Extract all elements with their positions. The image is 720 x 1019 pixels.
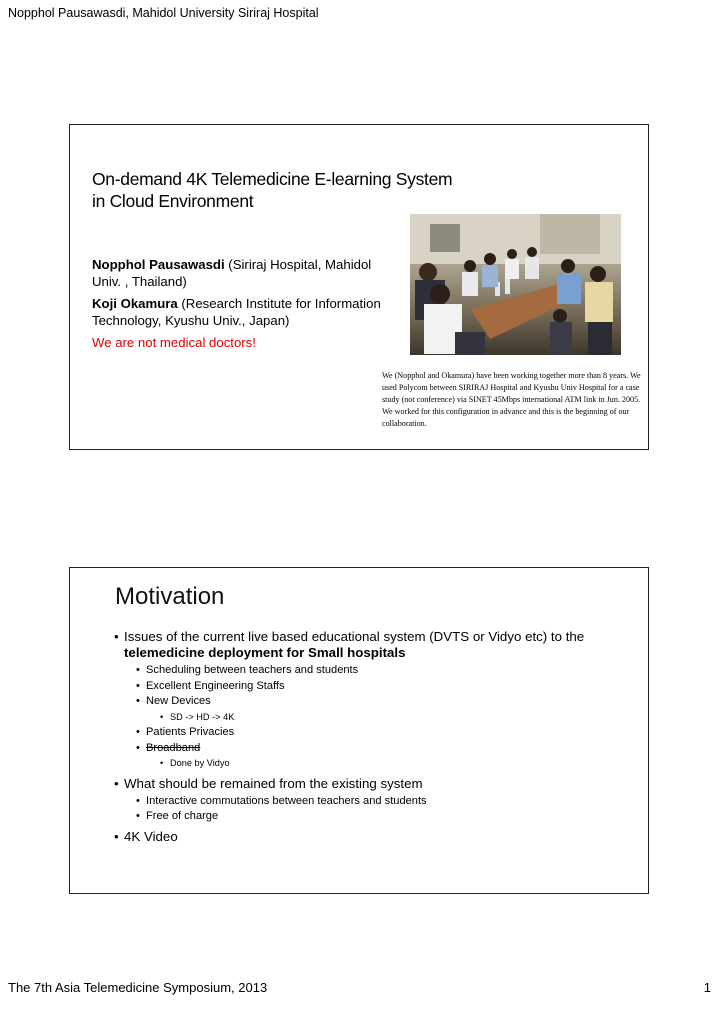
list-item-text: New Devices bbox=[146, 695, 211, 707]
author-1-name: Nopphol Pausawasdi bbox=[92, 257, 225, 272]
bullet-4k bbox=[114, 829, 639, 845]
bullet-marker: • bbox=[114, 629, 119, 644]
bullet-issues bbox=[114, 629, 639, 661]
list-item bbox=[114, 679, 639, 695]
bullet-text: What should be remained from the existing system bbox=[124, 775, 423, 791]
list-item-text: Interactive commutations between teachers and students bbox=[146, 794, 427, 807]
photo-caption: We (Nopphol and Okamura) have been working together more than 8 years. We used Polycom between SIRIRAJ Hospital and Kyushu Univ Hospital for a case study (not conference) via SINET 45Mbps international ATM link in Jun. 2005. We worked for this configuration in advance and this is the beginning of our collaboration. bbox=[382, 371, 641, 428]
title-line-1: On-demand 4K Telemedicine E-learning System bbox=[92, 169, 453, 189]
list-item bbox=[114, 756, 639, 772]
page-number: 1 bbox=[703, 980, 711, 995]
bullet-marker: • bbox=[114, 775, 119, 791]
author-block bbox=[92, 256, 392, 356]
list-item bbox=[114, 663, 639, 679]
list-item bbox=[114, 794, 639, 810]
list-item-text: Broadband bbox=[146, 741, 201, 754]
disclaimer-text: We are not medical doctors! bbox=[92, 335, 256, 350]
list-item bbox=[114, 809, 639, 825]
bullet-text: 4K Video bbox=[124, 828, 178, 844]
bullet-marker: • bbox=[136, 794, 140, 807]
title-line-2: in Cloud Environment bbox=[92, 191, 254, 211]
meeting-photo bbox=[410, 214, 621, 355]
list-item-text: Patients Privacies bbox=[146, 726, 235, 738]
page-header: Nopphol Pausawasdi, Mahidol University Siriraj Hospital bbox=[8, 6, 319, 20]
bullet-marker: • bbox=[136, 741, 140, 754]
list-item bbox=[114, 725, 639, 741]
list-item-text: Scheduling between teachers and students bbox=[146, 664, 359, 676]
slide-title-page bbox=[69, 124, 649, 450]
list-item-struck bbox=[114, 741, 639, 757]
list-item-text: Excellent Engineering Staffs bbox=[146, 679, 285, 692]
list-item bbox=[114, 694, 639, 710]
author-2 bbox=[92, 295, 392, 329]
list-item-text: SD -> HD -> 4K bbox=[170, 711, 235, 722]
bullet-text: Issues of the current live based educational system (DVTS or Vidyo etc) to the bbox=[124, 629, 585, 644]
slide-title: Motivation bbox=[115, 583, 225, 610]
bullet-marker: • bbox=[114, 828, 119, 844]
bullet-marker: • bbox=[160, 711, 164, 722]
slide-title bbox=[92, 168, 512, 212]
list-item-text: Done by Vidyo bbox=[170, 758, 230, 768]
list-item bbox=[114, 710, 639, 726]
page-footer: The 7th Asia Telemedicine Symposium, 2013 bbox=[8, 980, 268, 995]
author-1 bbox=[92, 256, 392, 290]
bullet-marker: • bbox=[136, 679, 140, 692]
bullet-remain bbox=[114, 776, 639, 792]
bullet-marker: • bbox=[136, 726, 140, 738]
bullet-list bbox=[114, 629, 639, 847]
author-1-affiliation: (Siriraj Hospital, Mahidol Univ. , Thailand) bbox=[92, 257, 372, 289]
bullet-marker: • bbox=[160, 758, 164, 768]
list-item-text: Free of charge bbox=[146, 810, 219, 822]
bullet-marker: • bbox=[136, 810, 140, 822]
author-2-affiliation: (Research Institute for Information Technology, Kyushu Univ., Japan) bbox=[92, 296, 381, 328]
bullet-emphasis: telemedicine deployment for Small hospitals bbox=[124, 645, 406, 660]
slide-motivation bbox=[69, 567, 649, 894]
meeting-photo-illustration bbox=[410, 214, 621, 355]
author-2-name: Koji Okamura bbox=[92, 296, 178, 311]
bullet-marker: • bbox=[136, 664, 140, 676]
bullet-marker: • bbox=[136, 695, 140, 707]
